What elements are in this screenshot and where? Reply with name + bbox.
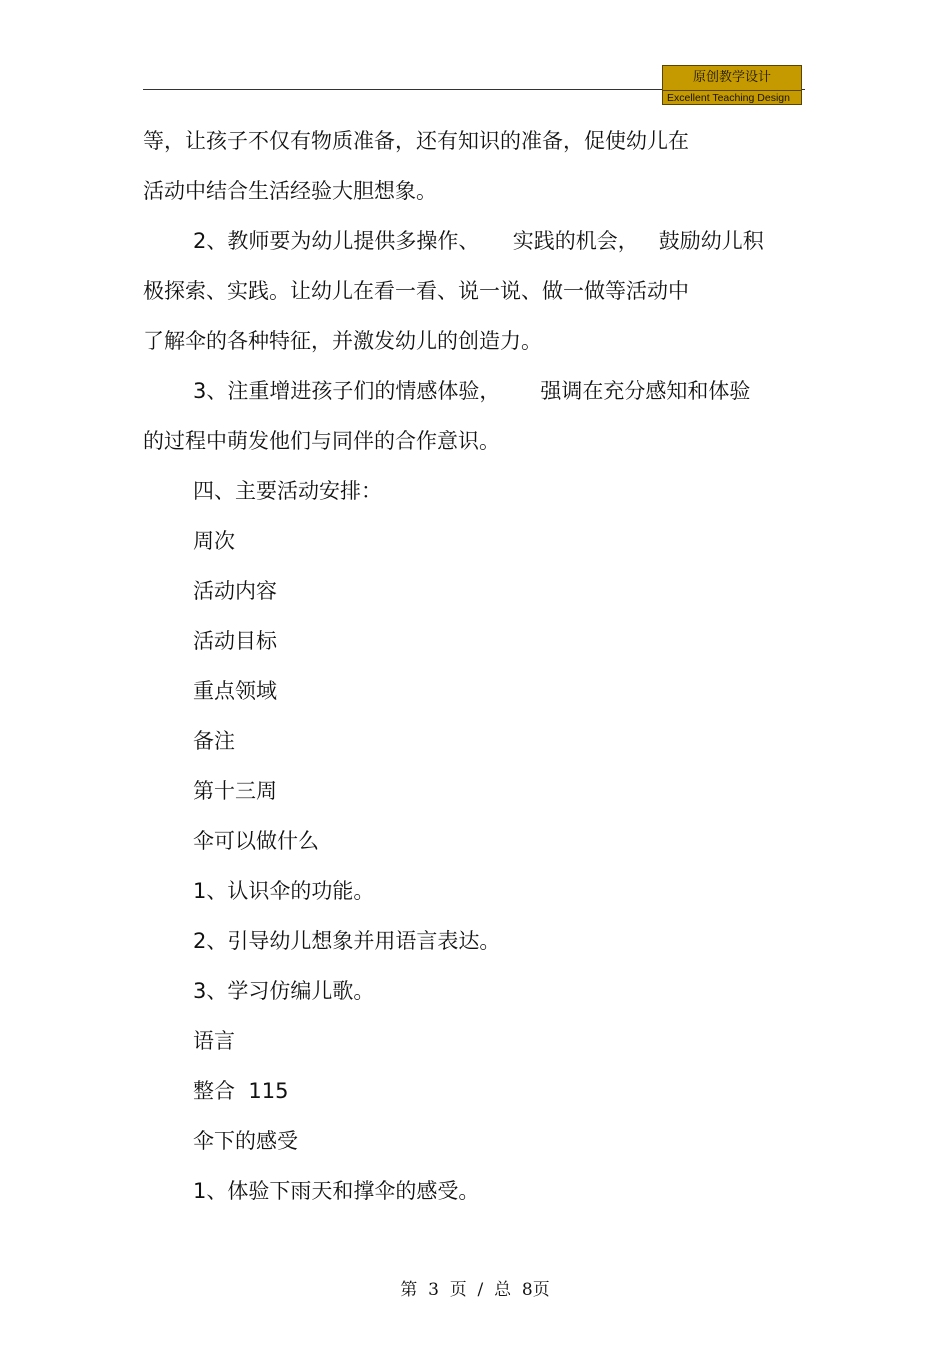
body-line: 2、教师要为幼儿提供多操作、 实践的机会， 鼓励幼儿积 bbox=[193, 229, 764, 253]
body-line: 语言 bbox=[193, 1029, 235, 1053]
body-line: 周次 bbox=[193, 529, 235, 553]
body-line: 备注 bbox=[193, 729, 235, 753]
header-badge bbox=[662, 65, 802, 105]
body-line: 1、认识伞的功能。 bbox=[193, 879, 375, 903]
body-line: 伞可以做什么 bbox=[193, 829, 319, 853]
body-line: 重点领域 bbox=[193, 679, 277, 703]
body-line: 1、体验下雨天和撑伞的感受。 bbox=[193, 1179, 480, 1203]
badge-subtitle: Excellent Teaching Design bbox=[667, 92, 790, 104]
body-line: 活动中结合生活经验大胆想象。 bbox=[143, 179, 437, 203]
body-line: 极探索、实践。让幼儿在看一看、说一说、做一做等活动中 bbox=[143, 279, 689, 303]
body-line: 整合 115 bbox=[193, 1079, 289, 1103]
badge-title: 原创教学设计 bbox=[692, 70, 771, 85]
body-line: 2、引导幼儿想象并用语言表达。 bbox=[193, 929, 501, 953]
body-line: 第十三周 bbox=[193, 779, 277, 803]
body-line: 活动目标 bbox=[193, 629, 277, 653]
section-heading: 四、主要活动安排： bbox=[193, 479, 382, 503]
body-line: 伞下的感受 bbox=[193, 1129, 298, 1153]
body-line: 3、学习仿编儿歌。 bbox=[193, 979, 375, 1003]
body-line: 活动内容 bbox=[193, 579, 277, 603]
page-number: 第 3 页 / 总 8页 bbox=[400, 1280, 550, 1300]
body-line: 3、注重增进孩子们的情感体验， 强调在充分感知和体验 bbox=[193, 379, 751, 403]
body-line: 的过程中萌发他们与同伴的合作意识。 bbox=[143, 429, 500, 453]
body-line: 了解伞的各种特征，并激发幼儿的创造力。 bbox=[143, 329, 542, 353]
body-line: 等，让孩子不仅有物质准备，还有知识的准备，促使幼儿在 bbox=[143, 129, 689, 153]
